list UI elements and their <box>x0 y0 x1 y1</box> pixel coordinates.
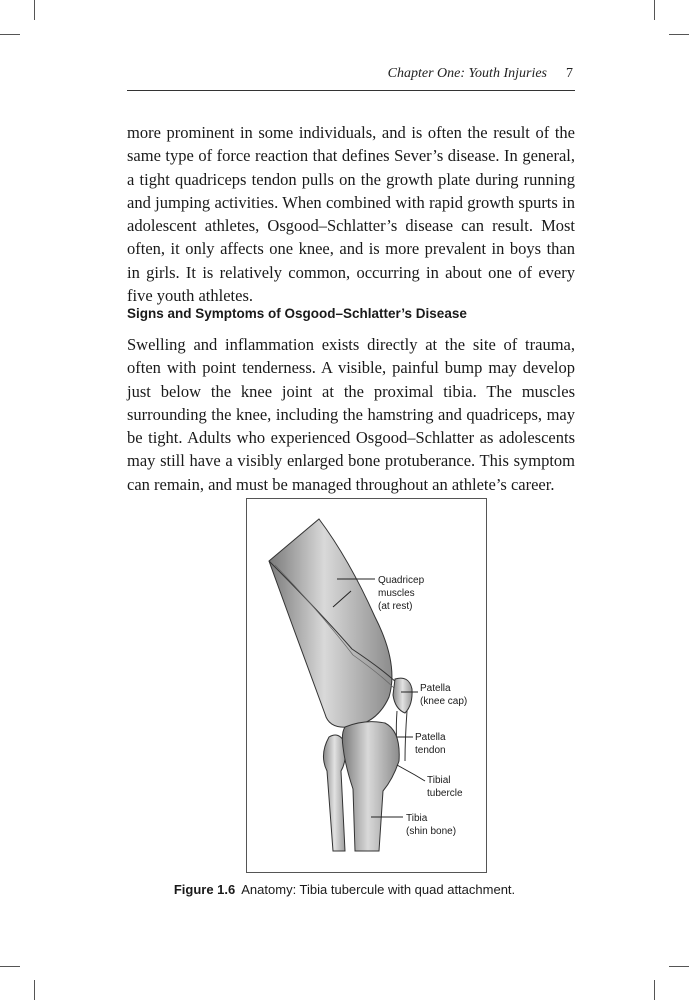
figure-caption-text: Anatomy: Tibia tubercule with quad attachment. <box>241 882 516 897</box>
body-paragraph-1: more prominent in some individuals, and is often the result of the same type of force reaction that defines Sever’s disease. In general, a tight quadriceps tendon pulls on the growth plate during running and jumping activities. When combined with rapid growth spurts in adolescent athletes, Osgood–Schlatter’s disease can result. Most often, it only affects one knee, and is more prevalent in boys than in girls. It is relatively common, occurring in about one of every five youth athletes. <box>127 123 575 306</box>
crop-mark <box>0 966 20 967</box>
page-number: 7 <box>566 66 573 81</box>
running-header <box>127 64 575 91</box>
patella-tendon-label: Patella <box>415 732 446 743</box>
knee-anatomy-figure <box>246 498 487 873</box>
tibial-tubercle-label: tubercle <box>427 788 463 799</box>
tibial-tubercle-label: Tibial <box>427 775 451 786</box>
tibia-bone <box>342 722 399 851</box>
crop-mark <box>34 980 35 1000</box>
patella-bone <box>393 678 412 713</box>
quadricep-label: (at rest) <box>378 601 413 612</box>
crop-mark <box>669 34 689 35</box>
patella-label: Patella <box>420 683 451 694</box>
tibia-label: Tibia <box>406 813 428 824</box>
body-paragraph-2: Swelling and inflammation exists directly at the site of trauma, often with point tenderness. A visible, painful bump may develop just below the knee joint at the proximal tibia. The muscles surrounding the knee, including the hamstring and quadriceps, may be tight. Adults who experienced Osgood–Schlatter as adolescents may still have a visibly enlarged bone protuberance. This symptom can remain, and must be managed throughout an athlete’s career. <box>127 335 575 494</box>
quadricep-label: Quadricep <box>378 575 425 586</box>
femur-bone <box>269 519 392 727</box>
fibula-bone <box>323 735 345 851</box>
crop-mark <box>34 0 35 20</box>
patella-tendon-label: tendon <box>415 745 446 756</box>
figure-caption-label: Figure 1.6 <box>173 882 236 897</box>
crop-mark <box>654 980 655 1000</box>
quadricep-label: muscles <box>378 588 415 599</box>
section-heading: Signs and Symptoms of Osgood–Schlatter’s Disease <box>127 306 467 321</box>
crop-mark <box>669 966 689 967</box>
tibia-label: (shin bone) <box>406 826 457 837</box>
crop-mark <box>654 0 655 20</box>
knee-anatomy-illustration <box>247 499 487 873</box>
figure-caption <box>0 882 689 897</box>
chapter-title: Chapter One: Youth Injuries <box>387 66 547 81</box>
crop-mark <box>0 34 20 35</box>
patella-label: (knee cap) <box>420 696 468 707</box>
